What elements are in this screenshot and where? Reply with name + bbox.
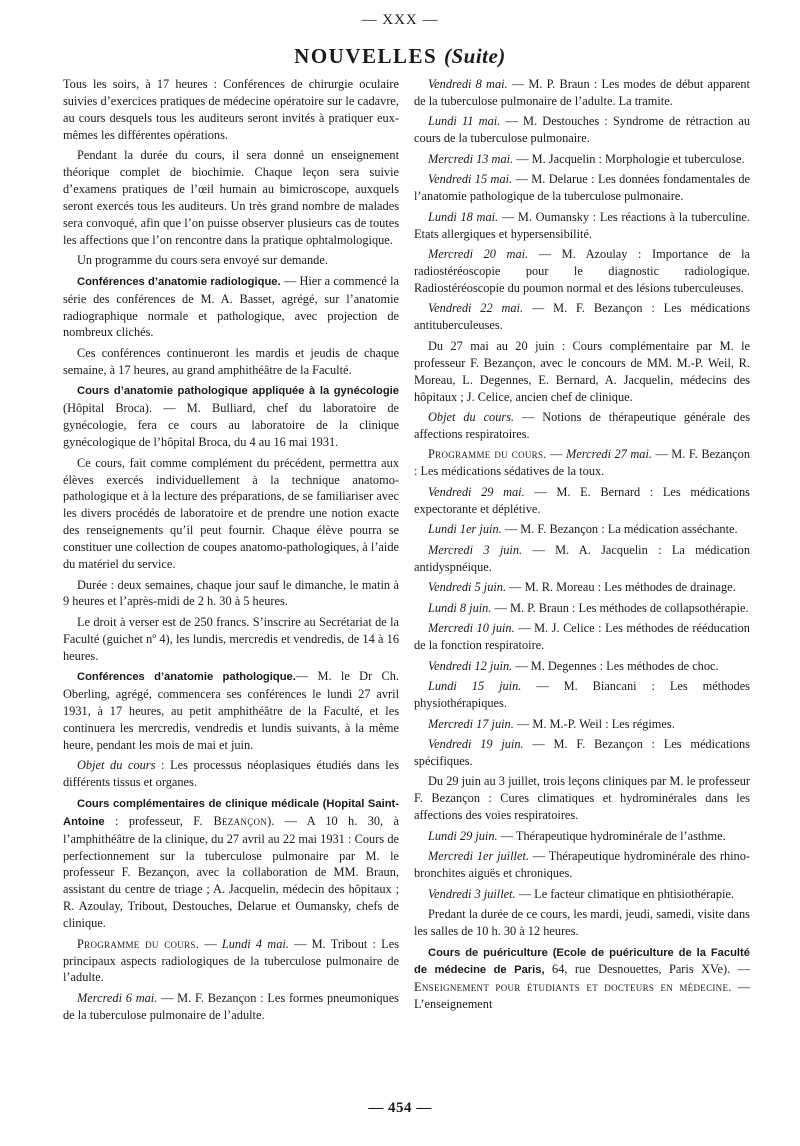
paragraph-text: — M. Biancani : Les méthodes physiothérapiques.	[414, 679, 750, 710]
lecture-date: Mercredi 13 mai.	[428, 151, 514, 166]
paragraph	[414, 736, 750, 770]
lecture-date: Lundi 15 juin.	[428, 679, 522, 694]
paragraph: Ces conférences continueront les mardis et jeudis de chaque semaine, à 17 heures, au grand amphithéâtre de la Faculté.	[63, 345, 399, 377]
paragraph-text: — M. Oumansky : Les réactions à la tuberculine. Etats allergiques et hypersensibilité.	[414, 209, 751, 241]
paragraph: Durée : deux semaines, chaque jour sauf le dimanche, le matin à 9 heures et l’après-midi de 2 h. 30 à 5 heures.	[63, 577, 399, 609]
paragraph-text: : professeur,	[104, 813, 194, 828]
paragraph-text: — Hier a commencé la série des conférences de M. A. Basset, agrégé, sur l’anatomie radiographique normale et pathologique, avec projection de nombreux clichés.	[63, 273, 399, 340]
paragraph: Du 27 mai au 20 juin : Cours complémentaire par M. le professeur F. Bezançon, avec le concours de MM. M.-P. Weil, R. Moreau, L. Degennes, E. Bernard, A. Jacquelin, médecins des hôpitaux ; J. Celice, ancien chef de clinique.	[414, 338, 750, 404]
paragraph-label: Objet du cours	[77, 758, 156, 773]
paragraph-text: — M. F. Bezançon : Les formes pneumoniques de la tuberculose pulmonaire de l’adulte.	[63, 990, 399, 1022]
section-heading: Cours de puériculture (Ecole de puériculture de la Faculté de médecine de Paris,	[414, 946, 750, 977]
paragraph-text: — Le facteur climatique en phtisiothérapie.	[515, 886, 734, 901]
lecture-date: Mercredi 10 juin.	[428, 621, 515, 636]
paragraph-text: — M. M.-P. Weil : Les régimes.	[513, 716, 675, 731]
paragraph: Tous les soirs, à 17 heures : Conférences de chirurgie oculaire suivies d’exercices pratiques de médecine opératoire sur le cadavre, au cours desquels tous les auditeurs seront invités à pratiquer eux-mêmes les différentes opérations.	[63, 77, 399, 142]
paragraph-text: — M. F. Bezançon : La médication asséchante.	[501, 522, 738, 537]
paragraph: Programme du cours. — Mercredi 27 mai. — M. F. Bezançon : Les médications sédatives de la toux.	[414, 447, 750, 479]
title-suite: (Suite)	[443, 44, 506, 68]
paragraph-text: — M. Degennes : Les méthodes de choc.	[512, 658, 719, 673]
paragraph	[414, 300, 750, 334]
paragraph-label: Objet du cours.	[428, 410, 515, 425]
section-heading: Conférences d’anatomie radiologique.	[77, 275, 281, 288]
paragraph	[414, 944, 750, 1014]
paragraph	[414, 600, 750, 617]
lecture-date: Lundi 1er juin.	[428, 522, 502, 537]
paragraph-text: — M. Delarue : Les données fondamentales de l’anatomie pathologique de la tuberculose pulmonaire.	[414, 172, 750, 204]
paragraph-label: Programme du cours.	[428, 447, 547, 462]
page-title	[0, 44, 800, 69]
section-heading: Cours complémentaires de clinique médicale (Hopital Saint-Antoine	[63, 797, 399, 828]
paragraph: Pendant la durée du cours, il sera donné un enseignement théorique complet de biochimie. Chaque leçon sera suivie d’examens pratiques de l’œil humain au bimicroscope, auxquels seront exercés tous les auditeurs. Un très grand nombre de malades sera convoqué, afin que l’on puisse observer plusieurs cas de toutes les affections que l’on rencontre dans la pratique ophtalmologique.	[63, 148, 399, 247]
page-number: — 454 —	[368, 1100, 432, 1116]
lecture-date: Vendredi 29 mai.	[428, 484, 525, 499]
paragraph: Le droit à verser est de 250 francs. S’inscrire au Secrétariat de la Faculté (guichet nº 4), les lundis, mercredis et vendredis, de 14 à 16 heures.	[63, 614, 399, 663]
paragraph-text: 64, rue Desnouettes, Paris XVe). —	[544, 962, 750, 977]
left-column	[63, 76, 399, 1027]
paragraph-text: — M. E. Bernard : Les médications expectorante et déplétive.	[414, 484, 750, 516]
paragraph-label: Enseignement pour étudiants et docteurs en médecine.	[414, 980, 732, 995]
paragraph	[414, 484, 750, 518]
paragraph-text: — Notions de thérapeutique générale des affections respiratoires.	[414, 410, 750, 441]
paragraph-text: — M. R. Moreau : Les méthodes de drainage.	[506, 580, 736, 595]
paragraph-text: : Les processus néoplasiques étudiés dans les différents tissus et organes.	[63, 758, 399, 790]
paragraph	[414, 171, 750, 205]
lecture-date: Mercredi 17 juin.	[428, 716, 514, 731]
paragraph	[414, 76, 750, 110]
paragraph	[414, 620, 750, 654]
paragraph-text: — M. P. Braun : Les modes de début apparent de la tuberculose pulmonaire de l’adulte. La tramite.	[414, 77, 750, 108]
paragraph	[414, 848, 750, 882]
lecture-date: Vendredi 15 mai.	[428, 172, 513, 187]
lecture-date: Mercredi 27 mai.	[566, 447, 652, 462]
paragraph-text: (Hôpital Broca). — M. Bulliard, chef du laboratoire de gynécologie, fera ce cours au laboratoire de la clinique gynécologique de l’hôpital Broca, du 4 au 16 mai 1931.	[63, 401, 399, 450]
paragraph	[414, 409, 750, 443]
lecture-date: Lundi 18 mai.	[428, 209, 499, 224]
lecture-date: Lundi 8 juin.	[428, 600, 492, 615]
paragraph	[414, 579, 750, 596]
paragraph	[414, 886, 750, 903]
paragraph	[414, 658, 750, 675]
paragraph-text: — M. A. Jacquelin : La médication antidyspnéique.	[414, 542, 750, 574]
paragraph	[63, 757, 399, 791]
lecture-date: Mercredi 1er juillet.	[428, 849, 529, 864]
paragraph-text: — Thérapeutique hydrominérale de l’asthme.	[497, 828, 726, 843]
lecture-date: Vendredi 8 mai.	[428, 77, 508, 91]
paragraph	[63, 668, 399, 754]
paragraph-text: — M. F. Bezançon : Les médications spécifiques.	[414, 737, 750, 768]
paragraph	[63, 273, 399, 342]
paragraph-text: — M. le Dr Ch. Oberling, agrégé, commencera ses conférences le lundi 27 avril 1931, à 17 heures, au petit amphithéâtre de la Faculté, et les continuera les mercredis, vendredis et lundis suivants, à la même heure, pendant les mois de mai et juin.	[63, 669, 399, 752]
paragraph	[414, 113, 750, 147]
lecture-date: Lundi 4 mai.	[221, 936, 289, 951]
title-main: NOUVELLES	[294, 44, 438, 68]
lecture-date: Lundi 29 juin.	[428, 828, 498, 843]
paragraph	[414, 828, 750, 845]
paragraph	[414, 542, 750, 576]
paragraph-text: — M. F. Bezançon : Les médications sédatives de la toux.	[414, 447, 750, 479]
right-column	[414, 76, 750, 1017]
paragraph-text: — M. Azoulay : Importance de la radiostéréoscopie pour le diagnostic radiologique. Radiostéréoscopie du poumon normal et des lésions tuberculeuses.	[414, 247, 750, 295]
paragraph	[414, 716, 750, 733]
paragraph-text: — M. F. Bezançon : Les médications antituberculeuses.	[414, 301, 750, 333]
paragraph: Programme du cours. — Lundi 4 mai. — M. Tribout : Les principaux aspects radiologiques de la tuberculose pulmonaire de l’adulte.	[63, 936, 400, 985]
paragraph	[63, 382, 399, 451]
paragraph	[414, 209, 750, 243]
lecture-date: Lundi 11 mai.	[428, 114, 501, 129]
lecture-date: Vendredi 19 juin.	[428, 737, 524, 751]
lecture-date: Vendredi 12 juin.	[428, 658, 513, 673]
paragraph-text: ). — A 10 h. 30, à l’amphithéâtre de la clinique, du 27 avril au 22 mai 1931 : Cours de perfectionnement sur la tuberculose pulmonaire par M. le professeur F. Bezançon, avec la collaboration de MM. Braun, assistant du centre de triage ; A. Jacquelin, médecin des hôpitaux ; R. Azoulay, Tribout, Destouches, Delarue et Oumansky, chefs de clinique.	[63, 813, 399, 931]
paragraph-text: — M. Tribout : Les principaux aspects radiologiques de la tuberculose pulmonaire de l’adulte.	[63, 936, 400, 985]
paragraph-text: — L’enseignement	[414, 980, 750, 1012]
paragraph: Du 29 juin au 3 juillet, trois leçons cliniques par M. le professeur F. Bezançon : Cures climatiques et hydrominérales dans les affections des voies respiratoires.	[414, 774, 750, 823]
lecture-date: Mercredi 20 mai.	[428, 247, 529, 262]
paragraph-text: — M. Destouches : Syndrome de rétraction au cours de la tuberculose pulmonaire.	[414, 114, 750, 146]
paragraph	[414, 521, 750, 538]
paragraph-text: — M. P. Braun : Les méthodes de collapsothérapie.	[491, 600, 749, 615]
paragraph	[63, 990, 399, 1024]
section-heading: Conférences d’anatomie pathologique.	[77, 671, 296, 684]
lecture-date: Mercredi 3 juin.	[428, 542, 523, 557]
paragraph	[63, 795, 399, 932]
paragraph-label: Programme du cours.	[77, 936, 200, 951]
paragraph: Un programme du cours sera envoyé sur demande.	[77, 253, 328, 268]
paragraph	[414, 246, 750, 297]
paragraph-text: — M. J. Celice : Les méthodes de rééducation de la fonction respiratoire.	[414, 621, 750, 653]
lecture-date: Vendredi 22 mai.	[428, 301, 524, 316]
paragraph	[414, 151, 750, 168]
paragraph: Ce cours, fait comme complément du précédent, permettra aux élèves exercés individuellement à la technique anatomo-pathologique et à la lecture des préparations, de se familiariser avec les divers procédés de laboratoire et de prendre une notion exacte des renseignements qu’il peut fournir. Chaque élève pourra se constituer une collection de coupes anatomo-pathologiques, à l’aide du matériel du service.	[63, 455, 399, 572]
lecture-date: Mercredi 6 mai.	[77, 990, 158, 1005]
professor-name: F. Bezançon	[193, 813, 268, 828]
paragraph	[414, 678, 750, 712]
paragraph: Predant la durée de ce cours, les mardi, jeudi, samedi, visite dans les salles de 10 h. 30 à 12 heures.	[414, 907, 750, 939]
paragraph-text: — M. Jacquelin : Morphologie et tuberculose.	[513, 151, 745, 166]
page-header-roman: — XXX —	[361, 12, 439, 28]
paragraph-text: — Thérapeutique hydrominérale des rhino-bronchites aiguës et chroniques.	[414, 849, 750, 881]
lecture-date: Vendredi 3 juillet.	[428, 886, 516, 901]
section-heading: Cours d’anatomie pathologique appliquée à la gynécologie	[77, 385, 399, 398]
lecture-date: Vendredi 5 juin.	[428, 580, 507, 595]
